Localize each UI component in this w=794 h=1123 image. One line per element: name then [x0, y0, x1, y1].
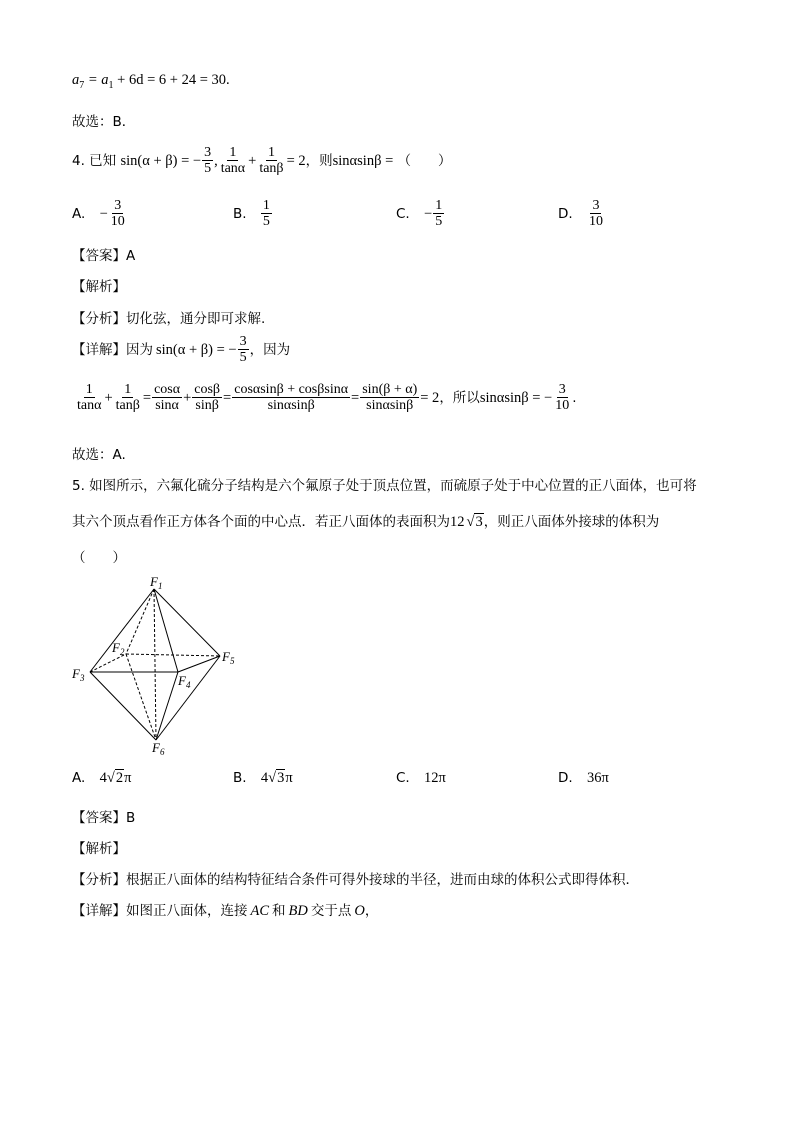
q5-detail-intersect: 交于点	[310, 903, 352, 919]
chain-t4-den: sinβ	[195, 398, 219, 414]
eq-sub1: 1	[108, 79, 114, 91]
q4-fenxi	[72, 307, 265, 327]
q5-detail-and: 和	[272, 903, 286, 919]
q5-line2-pre: 其六个顶点看作正方体各个面的中心点．若正八面体的表面积为	[72, 514, 450, 530]
label-f4: $F_4$	[178, 673, 191, 690]
eq-end: .	[226, 72, 230, 88]
q4-frac1	[202, 145, 213, 177]
q4-detail	[72, 334, 290, 366]
q4-option-c-num: 1	[435, 198, 443, 213]
q4-option-a[interactable]	[72, 198, 128, 230]
q5-answer	[72, 806, 135, 826]
q4-target: sinαsinβ =	[332, 152, 394, 169]
q4-fenxi-text: 切化弦，通分即可求解.	[126, 311, 266, 327]
q5-option-b-coef: 4	[260, 770, 269, 786]
q4-frac1-den: 5	[204, 161, 212, 177]
q4-option-a-den: 10	[110, 214, 125, 230]
q5-line1: 5. 如图所示，六氟化硫分子结构是六个氟原子处于顶点位置，而硫原子处于中心位置的正八面体，也可将	[72, 478, 697, 494]
chain-t6-den: sinαsinβ	[366, 398, 414, 414]
q4-option-a-frac	[109, 198, 127, 230]
q4-answer-tag: 【答案】	[72, 248, 126, 264]
chain-t3	[152, 382, 182, 414]
q5-option-c[interactable]	[396, 770, 446, 787]
q4-sin: sin(α + β) = −	[120, 152, 202, 169]
chain-res-frac	[553, 382, 571, 414]
q5-detail-bd: BD	[288, 903, 308, 919]
q4-paren: （ ）	[397, 152, 452, 169]
chain-t5	[232, 382, 350, 414]
q4-option-c[interactable]	[396, 198, 445, 230]
q4-detail-post: ，因为	[249, 341, 291, 358]
q5-option-b-rad: 3	[277, 770, 285, 786]
q4-option-a-num: 3	[114, 198, 122, 213]
eq-rest: + 6d = 6 + 24 = 30	[113, 72, 227, 88]
q4-answer	[72, 244, 135, 264]
q5-detail-ac: AC	[250, 903, 270, 919]
q4-detail-tag: 【详解】	[72, 341, 126, 358]
q4-plus: +	[248, 152, 257, 169]
chain-res: sinαsinβ = −	[479, 389, 553, 406]
q4-option-c-label: C.	[396, 205, 410, 222]
chain-t6-num: sin(β + α)	[362, 382, 418, 397]
q5-paren: （ ）	[72, 550, 126, 566]
q4-detail-num: 3	[239, 334, 247, 349]
q4-option-c-sign: −	[424, 205, 433, 222]
q4-option-c-den: 5	[435, 214, 443, 230]
q4-frac2-num: 1	[229, 145, 237, 160]
q5-fenxi-tag: 【分析】	[72, 872, 126, 888]
edge-f1-f2	[126, 589, 154, 654]
q4-frac3-num: 1	[267, 145, 275, 160]
q5-option-c-text: 12π	[424, 770, 446, 786]
q4-analysis-tag: 【解析】	[72, 279, 126, 295]
chain-t2-den: tanβ	[115, 398, 140, 414]
question-4	[72, 145, 452, 177]
q4-option-d-frac	[587, 198, 605, 230]
q5-detail-o: O	[354, 903, 365, 919]
q4-detail-den: 5	[239, 350, 247, 366]
q4-frac3	[257, 145, 285, 177]
chain-t3-num: cosα	[154, 382, 181, 397]
prev-answer: 故选：B．	[72, 114, 136, 130]
q4-option-d[interactable]	[558, 198, 606, 230]
chain-eq-end: = 2	[420, 389, 440, 406]
q4-derivation: $\frac{1}{\tan\alpha}$ + $\frac{1}{\tan\beta}$ = $\frac{\cos\alpha}{\sin\alpha}$ + $\frac{\cos\beta}{\sin\beta}$ = $\frac{\cos\alpha\sin\beta + \cos\beta\sin\alpha}{\sin\alpha\sin\beta}$ = $\frac{\sin(\beta + \alpha)}{\sin\alpha\sin\beta}$ = 2，所以sinαsinβ = − $\frac{3}{10}$ .	[77, 382, 577, 414]
q4-fenxi-tag: 【分析】	[72, 311, 126, 327]
q5-option-b[interactable]: B. 4√3π	[233, 770, 293, 786]
q4-option-b-den: 5	[262, 214, 270, 230]
q5-answer-tag: 【答案】	[72, 810, 126, 826]
q4-comma: ,	[214, 152, 218, 169]
q4-option-b-label: B.	[233, 205, 247, 222]
q5-option-a[interactable]: A. 4√2π	[72, 770, 132, 786]
q5-area-rad: 3	[475, 514, 483, 530]
q4-detail-pre: 因为	[126, 341, 153, 358]
chain-res-num: 3	[558, 382, 566, 397]
chain-t1	[75, 382, 103, 414]
q5-option-d-label: D.	[558, 770, 573, 786]
chain-t1-den: tanα	[77, 398, 102, 414]
q4-frac2-den: tanα	[220, 161, 246, 177]
q5-detail-tag: 【详解】	[72, 903, 126, 919]
q4-option-c-frac	[433, 198, 444, 230]
q5-line2: 其六个顶点看作正方体各个面的中心点．若正八面体的表面积为12 √3，则正八面体外接球的体积为	[72, 514, 660, 530]
chain-t2	[114, 382, 142, 414]
q5-line2-post: ，则正八面体外接球的体积为	[483, 514, 660, 530]
q5-option-a-coef: 4	[99, 770, 107, 786]
q5-option-a-rad: 2	[115, 770, 124, 786]
q4-frac1-num: 3	[204, 145, 212, 160]
q4-eq2: = 2	[286, 152, 306, 169]
q5-fenxi	[72, 868, 639, 888]
chain-t2-num: 1	[124, 382, 132, 397]
q5-analysis-tag: 【解析】	[72, 841, 126, 857]
eq-mid: = a	[84, 72, 109, 88]
chain-t4-num: cosβ	[194, 382, 221, 397]
chain-so: ，所以	[439, 389, 480, 406]
chain-t5-den: sinαsinβ	[267, 398, 315, 414]
edge-f4-f6	[156, 672, 178, 740]
label-f5: $F_5$	[222, 649, 235, 666]
q4-frac2	[219, 145, 247, 177]
label-f3: $F_3$	[72, 666, 85, 683]
axis-f1-f6	[154, 589, 156, 740]
q5-option-d-text: 36π	[586, 770, 609, 786]
q4-final: 故选：A.	[72, 447, 126, 463]
octahedron-figure	[70, 572, 250, 757]
chain-t1-num: 1	[85, 382, 93, 397]
q4-then: ，则	[305, 152, 333, 169]
label-f2: $F_2$	[112, 640, 125, 657]
edge-f1-f3	[90, 589, 154, 672]
chain-res-den: 10	[555, 398, 570, 414]
q4-option-a-sign: −	[99, 205, 108, 222]
chain-t4	[192, 382, 222, 414]
q5-option-b-tail: π	[285, 770, 293, 786]
q5-option-b-label: B.	[233, 770, 247, 786]
q5-area-coef: 12	[450, 514, 465, 530]
edge-f2-f6	[126, 654, 156, 740]
q5-answer-value: B	[126, 810, 136, 826]
q4-option-d-den: 10	[588, 214, 603, 230]
chain-dot: .	[572, 389, 577, 406]
q4-detail-sin: sin(α + β) = −	[156, 341, 237, 358]
chain-t5-num: cosαsinβ + cosβsinα	[234, 382, 349, 397]
label-f6: $F_6$	[152, 740, 165, 757]
label-f1: $F_1$	[150, 574, 163, 591]
q5-option-c-label: C.	[396, 770, 410, 786]
q4-frac3-den: tanβ	[259, 161, 284, 177]
q5-detail-pre: 如图正八面体，连接	[126, 903, 248, 919]
q4-option-b-num: 1	[262, 198, 270, 213]
chain-t3-den: sinα	[155, 398, 179, 414]
q5-option-a-tail: π	[124, 770, 132, 786]
q5-detail	[72, 899, 378, 920]
equation-a7	[72, 72, 230, 91]
q5-fenxi-text: 根据正八面体的结构特征结合条件可得外接球的半径，进而由球的体积公式即得体积．	[126, 872, 639, 888]
eq-sub7: 7	[79, 79, 85, 91]
eq-a: a	[72, 72, 80, 88]
q4-option-b-frac	[261, 198, 272, 230]
q4-option-d-label: D.	[558, 205, 573, 222]
q4-answer-value: A	[126, 248, 136, 264]
q5-detail-comma: ，	[364, 903, 379, 919]
q5-option-a-label: A.	[72, 770, 86, 786]
q5-option-d[interactable]	[558, 770, 609, 787]
q4-option-a-label: A.	[72, 205, 86, 222]
q4-detail-frac	[238, 334, 249, 366]
chain-t6	[360, 382, 419, 414]
q4-option-b[interactable]	[233, 198, 273, 230]
edge-f3-f6	[90, 672, 156, 740]
q4-prefix: 4. 已知	[72, 152, 117, 169]
q4-option-d-num: 3	[592, 198, 600, 213]
